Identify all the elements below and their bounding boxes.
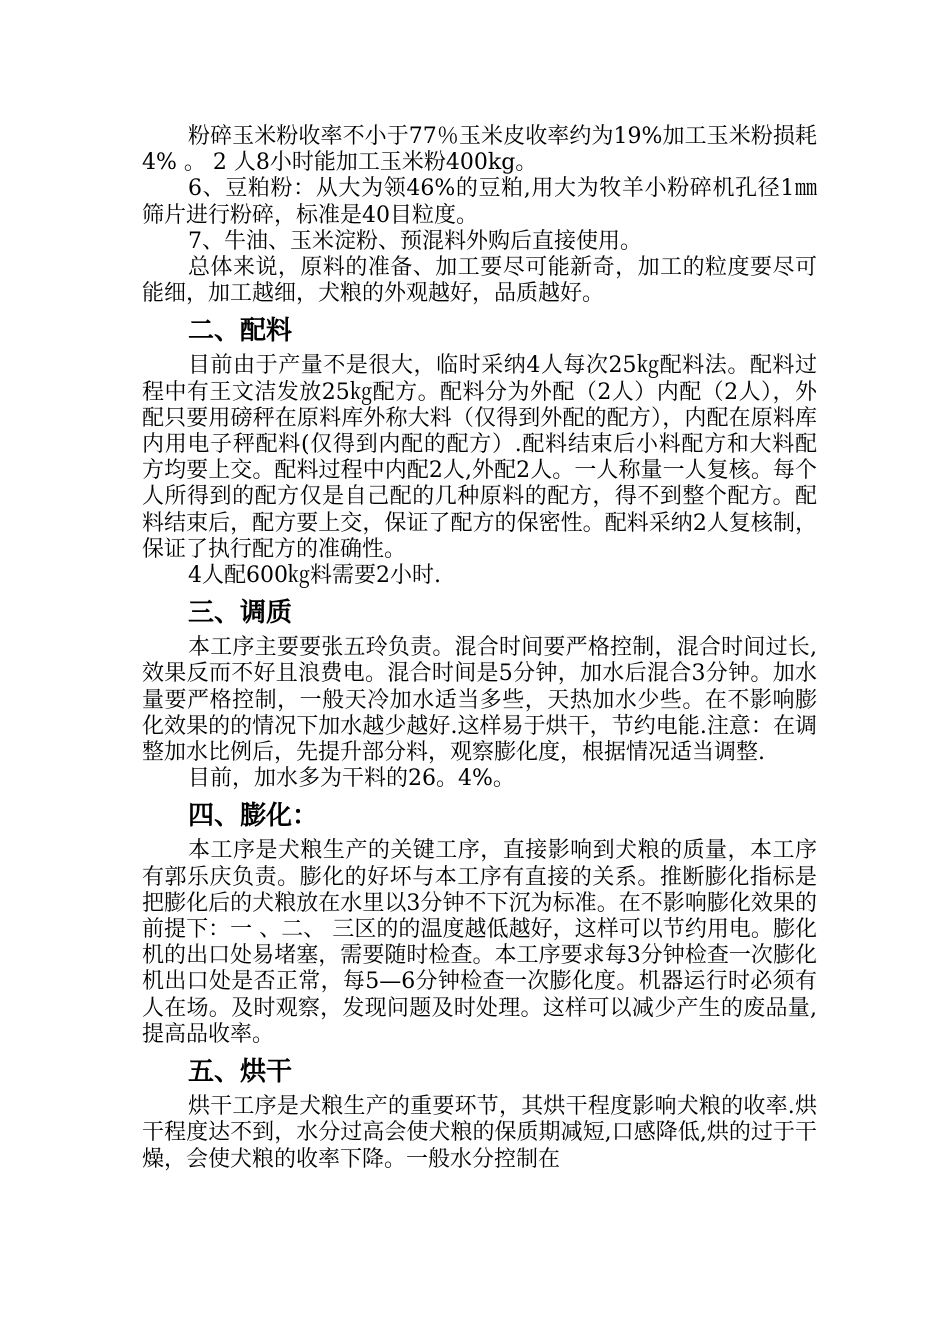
intro-paragraph-3: 7、牛油、玉米淀粉、预混料外购后直接使用。 [188,228,642,254]
conditioning-paragraph-2: 目前，加水多为干料的26。4%。 [188,766,515,792]
conditioning-paragraph-1: 本工序主要要张五玲负责。混合时间要严格控制，混合时间过长,效果反而不好且浪费电。混合时间是5分钟，加水后混合3分钟。加水量要严格控制，一般天冷加水适当多些，天热加水少些。在不影响膨化效果的的情况下加水越少越好.这样易于烘干，节约电能.注意：在调整加水比例后，先提升部分料，观察膨化度，根据情况适当调整. [142,635,817,766]
section-heading-extrusion: 四、膨化： [188,801,319,832]
section-heading-batching: 二、配料 [188,316,293,347]
document-body [142,124,817,1173]
batching-paragraph-2: 4人配600㎏料需要2小时. [188,563,441,589]
drying-paragraph-1: 烘干工序是犬粮生产的重要环节，其烘干程度影响犬粮的收率.烘干程度达不到，水分过高会使犬粮的保质期减短,口感降低,烘的过于干燥，会使犬粮的收率下降。一般水分控制在 [142,1094,817,1172]
section-heading-conditioning: 三、调质 [188,598,293,629]
extrusion-paragraph-1: 本工序是犬粮生产的关键工序，直接影响到犬粮的质量，本工序有郭乐庆负责。膨化的好坏与本工序有直接的关系。推断膨化指标是把膨化后的犬粮放在水里以3分钟不下沉为标准。在不影响膨化效果的前提下：一 、二、 三区的的温度越低越好，这样可以节约用电。膨化机的出口处易堵塞，需要随时检查。本工序要求每3分钟检查一次膨化机出口处是否正常，每5—6分钟检查一次膨化度。机器运行时必须有人在场。及时观察，发现问题及时处理。这样可以减少产生的废品量,提高品收率。 [142,838,817,1047]
intro-paragraph-4: 总体来说，原料的准备、加工要尽可能新奇，加工的粒度要尽可能细，加工越细，犬粮的外观越好，品质越好。 [142,255,817,307]
intro-paragraph-1: 粉碎玉米粉收率不小于77％玉米皮收率约为19%加工玉米粉损耗4% 。 2 人8小时能加工玉米粉400kg。 [142,124,817,176]
section-heading-drying: 五、烘干 [188,1057,293,1088]
batching-paragraph-1: 目前由于产量不是很大，临时采纳4人每次25㎏配料法。配料过程中有王文洁发放25㎏配方。配料分为外配（2人）内配（2人），外配只要用磅秤在原料库外称大料（仅得到外配的配方），内配在原料库内用电子秤配料(仅得到内配的配方）.配料结束后小料配方和大料配方均要上交。配料过程中内配2人,外配2人。一人称量一人复核。每个人所得到的配方仅是自己配的几种原料的配方，得不到整个配方。配料结束后，配方要上交，保证了配方的保密性。配料采纳2人复核制，保证了执行配方的准确性。 [142,353,817,562]
intro-paragraph-2: 6、豆粕粉：从大为领46%的豆粕,用大为牧羊小粉碎机孔径1㎜筛片进行粉碎，标准是40目粒度。 [142,176,817,228]
